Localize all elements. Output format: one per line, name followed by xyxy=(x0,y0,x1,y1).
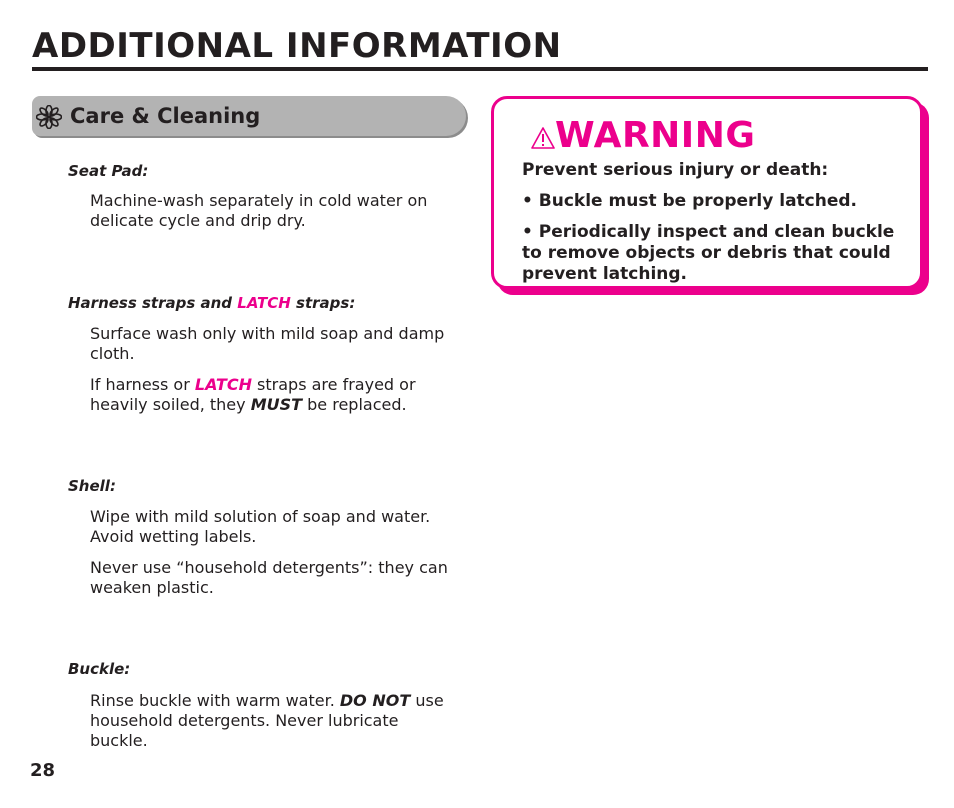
asterisk-flower-icon xyxy=(36,105,62,129)
latch-term: LATCH xyxy=(194,375,252,394)
seat-pad-heading: Seat Pad: xyxy=(68,162,149,180)
section-heading: Care & Cleaning xyxy=(70,104,261,128)
harness-paragraph-2 xyxy=(90,375,460,415)
shell-paragraph-1: Wipe with mild solution of soap and water. Avoid wetting labels. xyxy=(90,507,431,546)
buckle-p-pre: Rinse buckle with warm water. xyxy=(90,691,340,710)
harness-p2-mid: straps are frayed or heavily soiled, they xyxy=(90,375,416,414)
shell-heading: Shell: xyxy=(68,477,116,495)
section-header-bar xyxy=(32,96,466,136)
warning-triangle-icon xyxy=(531,126,555,150)
must-emphasis: MUST xyxy=(250,395,303,414)
warning-bullet-2: • Periodically inspect and clean buckle to remove objects or debris that could prevent latching. xyxy=(522,222,895,284)
page-title: ADDITIONAL INFORMATION xyxy=(32,26,562,66)
latch-term: LATCH xyxy=(237,294,291,312)
harness-p2-pre: If harness or xyxy=(90,375,195,394)
harness-heading-post: straps: xyxy=(290,294,356,312)
harness-heading-pre: Harness straps and xyxy=(68,294,238,312)
buckle-heading: Buckle: xyxy=(68,660,131,678)
page-number: 28 xyxy=(30,760,56,781)
do-not-emphasis: DO NOT xyxy=(339,691,411,710)
shell-paragraph-2: Never use “household detergents”: they can weaken plastic. xyxy=(90,558,448,597)
seat-pad-text: Machine-wash separately in cold water on delicate cycle and drip dry. xyxy=(90,191,428,230)
title-divider xyxy=(32,67,928,71)
harness-paragraph-1: Surface wash only with mild soap and damp cloth. xyxy=(90,324,445,363)
warning-box xyxy=(491,96,923,289)
harness-p2-post: be replaced. xyxy=(302,395,407,414)
warning-line: Prevent serious injury or death: xyxy=(522,160,829,180)
warning-title: WARNING xyxy=(555,115,756,156)
buckle-p-post: use household detergents. Never lubricate buckle. xyxy=(90,691,444,750)
buckle-paragraph xyxy=(90,691,460,751)
harness-heading xyxy=(68,294,355,312)
warning-bullet-1: • Buckle must be properly latched. xyxy=(522,191,858,211)
